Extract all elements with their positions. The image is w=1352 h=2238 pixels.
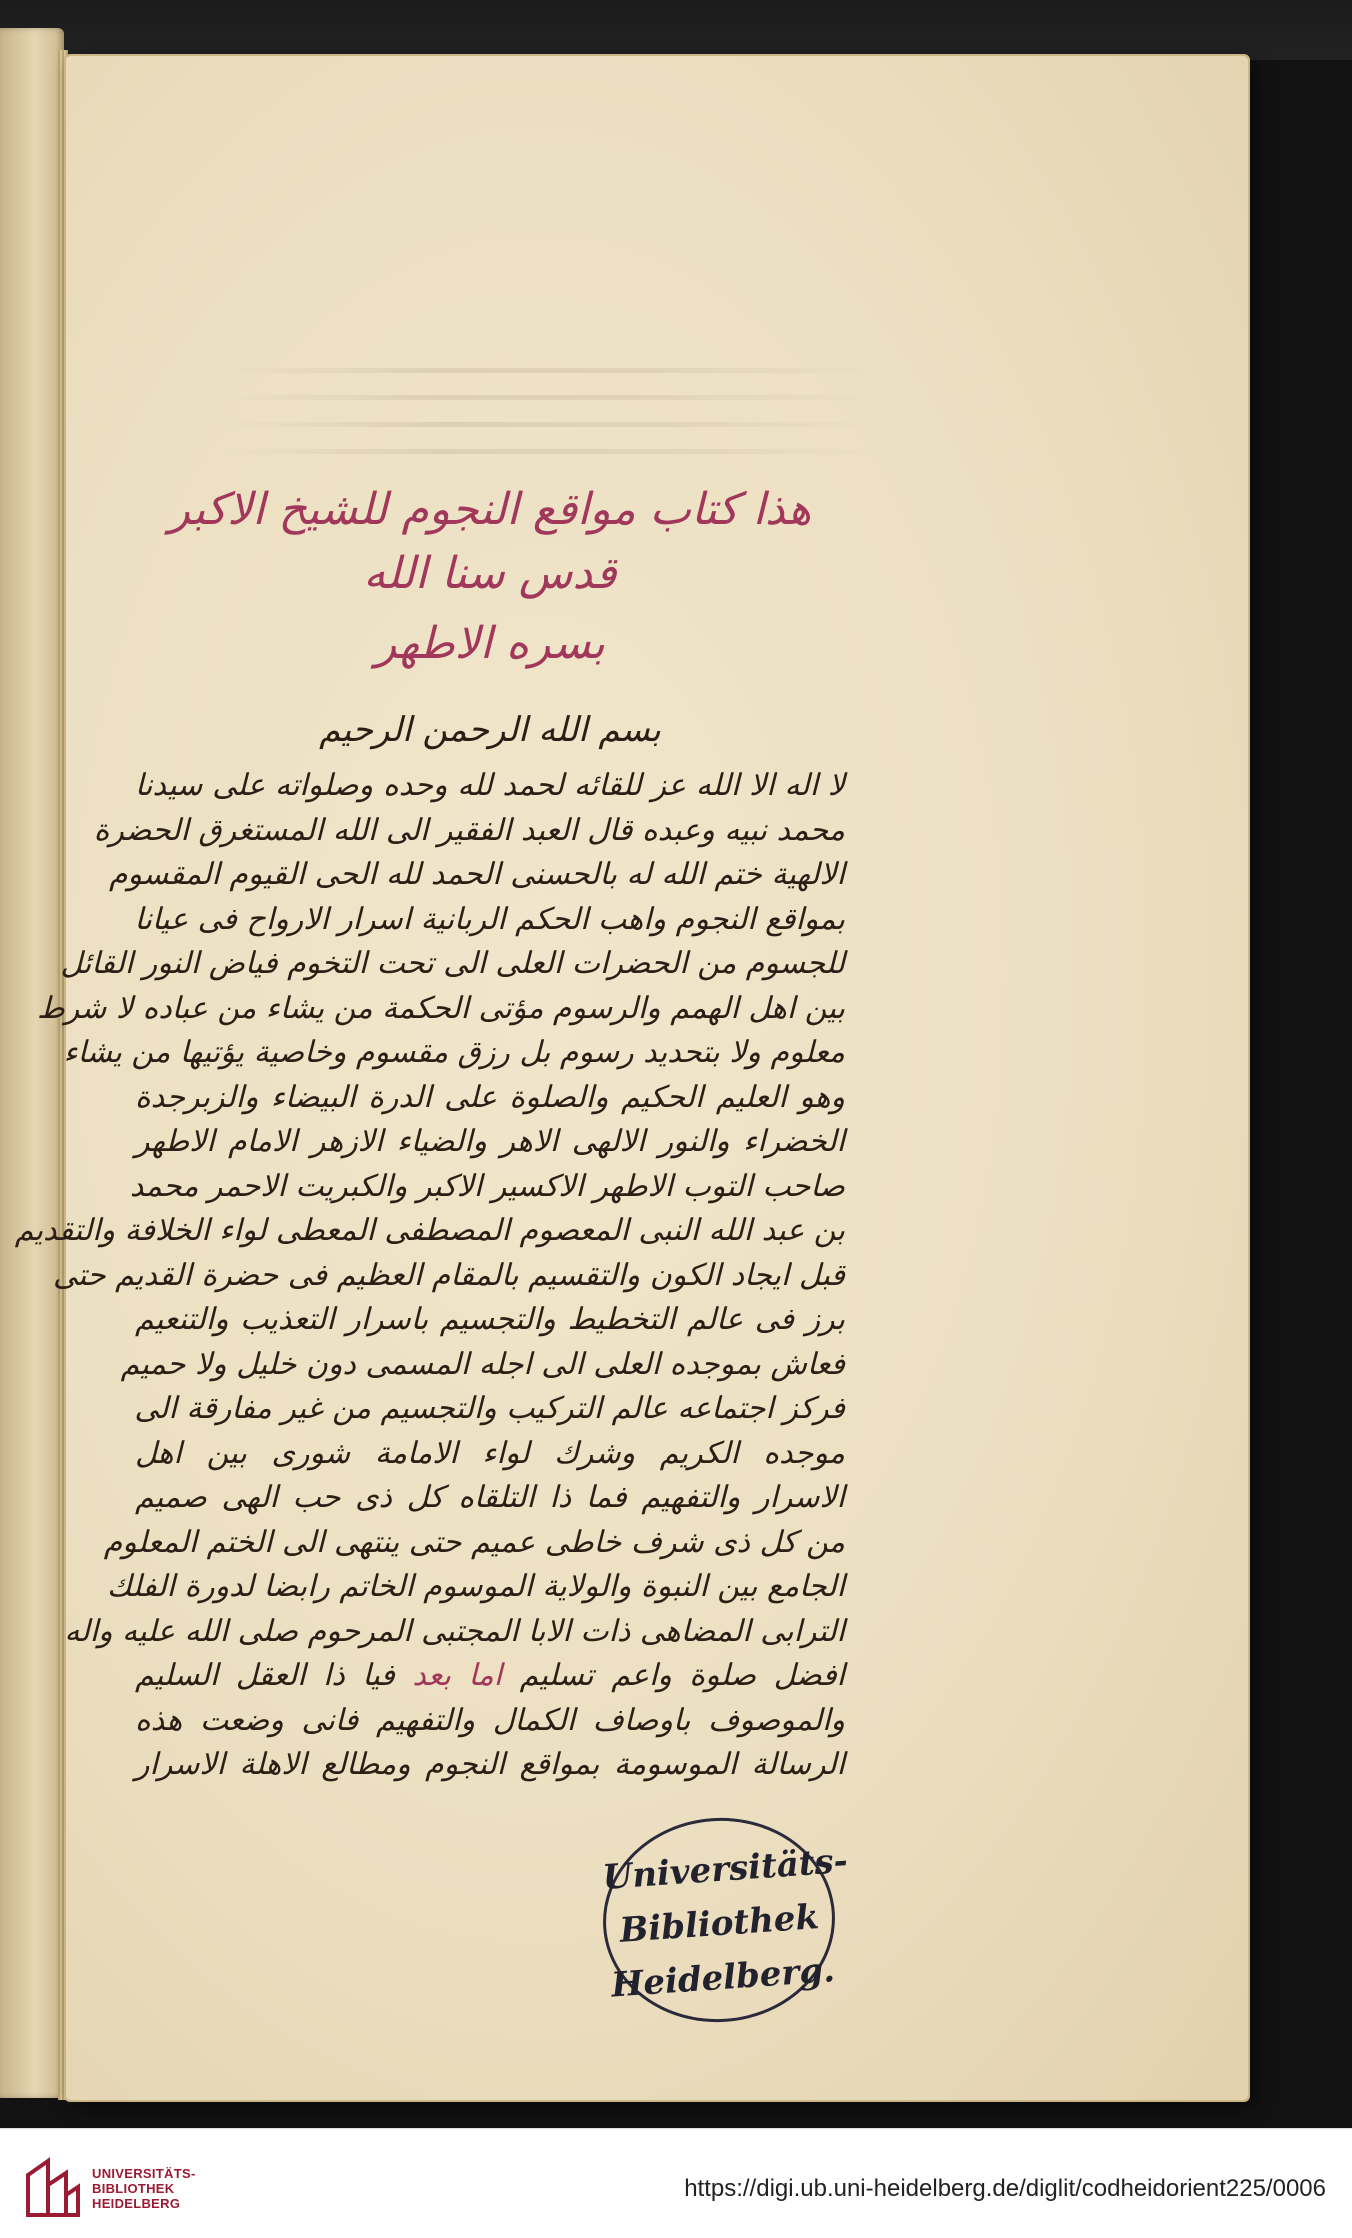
text-line: فركز اجتماعه عالم التركيب والتجسيم من غير مفارقة الى [134,1391,845,1426]
stamp-line: Heidelberg. [609,1950,837,2006]
library-logo-text[interactable] [92,2166,196,2211]
title-line: بسره الاطهر [375,618,605,669]
text-line: لا اله الا الله عز للقائه لحمد لله وحده وصلواته على سيدنا [135,768,845,803]
facing-page-edge [0,28,64,2098]
stamp-text [601,1835,849,2012]
text-line: قبل ايجاد الكون والتقسيم بالمقام العظيم فى حضرة القديم حتى [53,1257,845,1293]
text-line: الاسرار والتفهيم فما ذا التلقاه كل ذى حب الهى صميم [135,1480,845,1515]
library-logo-icon[interactable] [22,2155,82,2219]
title-rubric [135,478,845,676]
text-line: الجامع بين النبوة والولاية الموسوم الخاتم رابضا لدورة الفلك [107,1569,845,1604]
text-line: فعاش بموجده العلى الى اجله المسمى دون خليل ولا حميم [120,1346,845,1382]
text-line: صاحب التوب الاطهر الاكسير الاكبر والكبريت الاحمر محمد [129,1168,845,1204]
text-line: من كل ذى شرف خاطى عميم حتى ينتهى الى الختم المعلوم [103,1524,845,1560]
text-line: الترابى المضاهى ذات الابا المجتبى المرحوم صلى الله عليه واله [64,1613,845,1649]
page-url[interactable]: https://digi.ub.uni-heidelberg.de/diglit/codheidorient225/0006 [684,2175,1326,2202]
text-line: بين اهل الهمم والرسوم مؤتى الحكمة من يشاء من عباده لا شرط [37,990,845,1026]
text-line: وهو العليم الحكيم والصلوة على الدرة البيضاء والزبرجدة [135,1079,845,1115]
stamp-line: Bibliothek [618,1897,821,1951]
text-line: الرسالة الموسومة بمواقع النجوم ومطالع الاهلة الاسرار [135,1747,845,1782]
text-line: بن عبد الله النبى المعصوم المصطفى المعطى لواء الخلافة والتقديم [14,1213,845,1248]
background-cloth [0,0,1352,60]
text-line: محمد نبيه وعبده قال العبد الفقير الى الله المستغرق الحضرة [93,812,845,848]
text-line: والموصوف باوصاف الكمال والتفهيم فانى وضعت هذه [135,1702,845,1738]
text-line: موجده الكريم وشرك لواء الامامة شورى بين اهل [135,1435,845,1471]
text-line: برز فى عالم التخطيط والتجسيم باسرار التعذيب والتنعيم [135,1302,845,1337]
basmala: بسم الله الرحمن الرحيم [319,710,661,750]
text-line: للجسوم من الحضرات العلى الى تحت التخوم فياض النور القائل [60,946,845,981]
title-line: هذا كتاب مواقع النجوم للشيخ الاكبر قدس سنا الله [168,484,812,599]
text-line: بمواقع النجوم واهب الحكم الربانية اسرار الارواح فى عيانا [134,901,845,937]
logo-line: UNIVERSITÄTS- [92,2166,196,2181]
body-lines [14,764,845,1788]
text-line: الخضراء والنور الالهى الاهر والضياء الازهر الامام الاطهر [135,1124,845,1159]
stamp-line: Universitäts- [601,1840,849,1898]
logo-line: HEIDELBERG [92,2196,181,2211]
text-line-with-rubric: افضل صلوة واعم تسليم اما بعد فيا ذا العقل السليم [135,1658,845,1693]
text-line: معلوم ولا بتحديد رسوم بل رزق مقسوم وخاصية يؤتيها من يشاء [63,1035,845,1070]
text-line: الالهية ختم الله له بالحسنى الحمد لله الحى القيوم المقسوم [108,857,845,892]
rubric-phrase: اما بعد [412,1658,503,1693]
viewer-footer [0,2128,1352,2238]
manuscript-text [14,478,845,1788]
logo-line: BIBLIOTHEK [92,2181,175,2196]
